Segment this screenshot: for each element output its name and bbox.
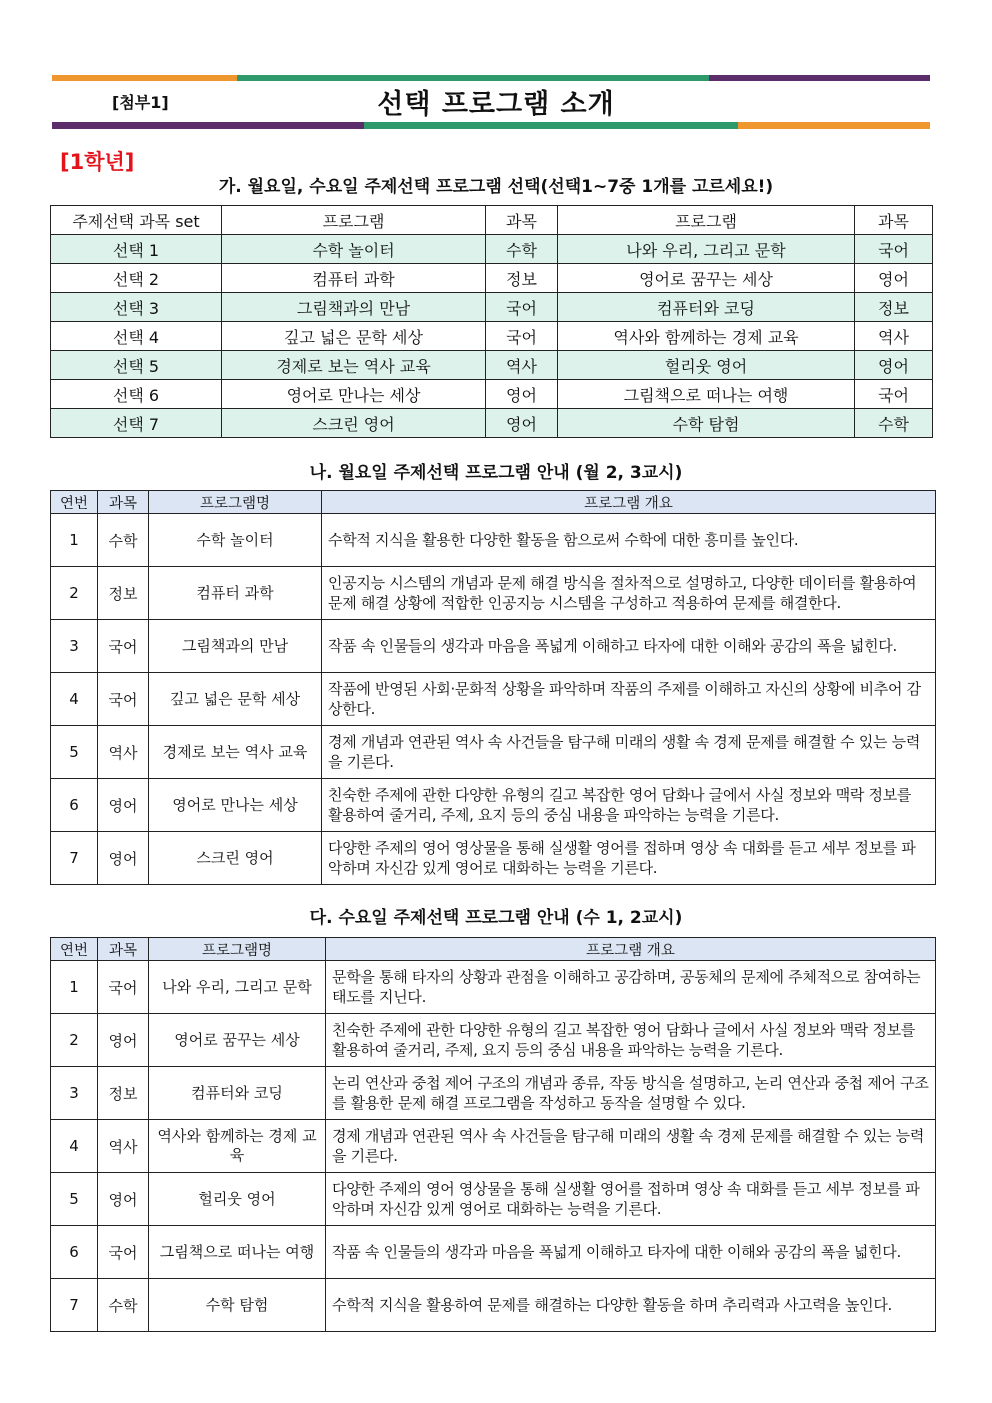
table-cell: 2 <box>51 1014 98 1067</box>
table-cell: 6 <box>51 779 98 832</box>
table-cell: 6 <box>51 1226 98 1279</box>
table-cell: 깊고 넓은 문학 세상 <box>222 322 486 351</box>
table-row <box>51 351 933 380</box>
table-cell: 그림책과의 만남 <box>149 620 322 673</box>
col-header-3: 프로그램 <box>558 206 855 235</box>
table-cell: 수학 <box>486 235 558 264</box>
table-cell: 선택 4 <box>51 322 222 351</box>
section-c-title: 다. 수요일 주제선택 프로그램 안내 (수 1, 2교시) <box>309 908 683 928</box>
table-cell: 7 <box>51 1279 98 1332</box>
col-header-2: 프로그램명 <box>149 491 322 514</box>
table-row <box>51 1279 936 1332</box>
header-top-bar-purple <box>709 75 930 81</box>
table-row <box>51 620 936 673</box>
table-cell: 수학 <box>855 409 933 438</box>
table-cell: 3 <box>51 1067 98 1120</box>
table-cell: 국어 <box>98 1226 149 1279</box>
table-row <box>51 726 936 779</box>
table-cell: 수학 탐험 <box>149 1279 326 1332</box>
table-cell: 영어로 만나는 세상 <box>149 779 322 832</box>
table-cell: 컴퓨터와 코딩 <box>558 293 855 322</box>
table-cell: 역사 <box>98 1120 149 1173</box>
table-cell: 1 <box>51 514 98 567</box>
table-cell: 나와 우리, 그리고 문학 <box>149 961 326 1014</box>
table-cell: 국어 <box>98 961 149 1014</box>
table-row <box>51 1014 936 1067</box>
table-cell: 경제로 보는 역사 교육 <box>149 726 322 779</box>
header-top-bar-green <box>237 75 709 81</box>
col-header-0: 연번 <box>51 491 98 514</box>
col-header-3: 프로그램 개요 <box>326 938 936 961</box>
col-header-1: 과목 <box>98 938 149 961</box>
table-cell: 스크린 영어 <box>222 409 486 438</box>
table-cell: 선택 5 <box>51 351 222 380</box>
table-cell: 국어 <box>98 673 149 726</box>
table-cell: 논리 연산과 중첩 제어 구조의 개념과 종류, 작동 방식을 설명하고, 논리 연산과 중첩 제어 구조를 활용한 문제 해결 프로그램을 작성하고 동작을 설명할 수 있다. <box>326 1067 936 1120</box>
table-cell: 그림책으로 떠나는 여행 <box>558 380 855 409</box>
col-header-4: 과목 <box>855 206 933 235</box>
table-cell: 인공지능 시스템의 개념과 문제 해결 방식을 절차적으로 설명하고, 다양한 데이터를 활용하여 문제 해결 상황에 적합한 인공지능 시스템을 구성하고 적용하여 문제를 해결한다. <box>322 567 936 620</box>
table-cell: 역사 <box>855 322 933 351</box>
table-cell: 국어 <box>855 380 933 409</box>
table-cell: 작품 속 인물들의 생각과 마음을 폭넓게 이해하고 타자에 대한 이해와 공감의 폭을 넓힌다. <box>326 1226 936 1279</box>
table-row <box>51 409 933 438</box>
table-cell: 영어 <box>98 1173 149 1226</box>
table-cell: 수학 놀이터 <box>222 235 486 264</box>
table-cell: 영어로 꿈꾸는 세상 <box>149 1014 326 1067</box>
table-row <box>51 1226 936 1279</box>
col-header-1: 프로그램 <box>222 206 486 235</box>
table-cell: 다양한 주제의 영어 영상물을 통해 실생활 영어를 접하며 영상 속 대화를 듣고 세부 정보를 파악하며 자신감 있게 영어로 대화하는 능력을 기른다. <box>322 832 936 885</box>
table-cell: 그림책으로 떠나는 여행 <box>149 1226 326 1279</box>
table-cell: 컴퓨터 과학 <box>222 264 486 293</box>
table-row <box>51 264 933 293</box>
table-cell: 3 <box>51 620 98 673</box>
table-cell: 영어 <box>98 1014 149 1067</box>
selection-set-table <box>50 205 933 438</box>
table-cell: 컴퓨터 과학 <box>149 567 322 620</box>
table-cell: 수학 놀이터 <box>149 514 322 567</box>
section-a-title: 가. 월요일, 수요일 주제선택 프로그램 선택(선택1~7중 1개를 고르세요!) <box>218 177 774 197</box>
table-row <box>51 235 933 264</box>
table-cell: 스크린 영어 <box>149 832 322 885</box>
table-row <box>51 322 933 351</box>
table-row <box>51 380 933 409</box>
table-cell: 다양한 주제의 영어 영상물을 통해 실생활 영어를 접하며 영상 속 대화를 듣고 세부 정보를 파악하며 자신감 있게 영어로 대화하는 능력을 기른다. <box>326 1173 936 1226</box>
table-cell: 선택 6 <box>51 380 222 409</box>
table-cell: 영어로 꿈꾸는 세상 <box>558 264 855 293</box>
table-cell: 국어 <box>486 293 558 322</box>
table-header-row <box>51 938 936 961</box>
table-cell: 7 <box>51 832 98 885</box>
table-cell: 5 <box>51 726 98 779</box>
col-header-3: 프로그램 개요 <box>322 491 936 514</box>
table-row <box>51 961 936 1014</box>
wednesday-program-table <box>50 937 936 1332</box>
table-row <box>51 567 936 620</box>
table-cell: 영어 <box>486 380 558 409</box>
table-cell: 수학 <box>98 514 149 567</box>
table-cell: 수학적 지식을 활용한 다양한 활동을 함으로써 수학에 대한 흥미를 높인다. <box>322 514 936 567</box>
table-row <box>51 1173 936 1226</box>
table-header-row <box>51 206 933 235</box>
header-bottom-bar-green <box>364 122 738 129</box>
table-cell: 작품에 반영된 사회·문화적 상황을 파악하며 작품의 주제를 이해하고 자신의 상황에 비추어 감상한다. <box>322 673 936 726</box>
table-cell: 헐리웃 영어 <box>558 351 855 380</box>
grade-label: [1학년] <box>60 150 135 174</box>
table-cell: 정보 <box>98 567 149 620</box>
table-cell: 국어 <box>98 620 149 673</box>
table-cell: 컴퓨터와 코딩 <box>149 1067 326 1120</box>
table-cell: 4 <box>51 673 98 726</box>
col-header-1: 과목 <box>98 491 149 514</box>
table-cell: 친숙한 주제에 관한 다양한 유형의 길고 복잡한 영어 담화나 글에서 사실 정보와 맥락 정보를 활용하여 줄거리, 주제, 요지 등의 중심 내용을 파악하는 능력을 기른다. <box>326 1014 936 1067</box>
col-header-0: 주제선택 과목 set <box>51 206 222 235</box>
table-cell: 정보 <box>855 293 933 322</box>
table-header-row <box>51 491 936 514</box>
table-row <box>51 779 936 832</box>
table-cell: 영어 <box>855 264 933 293</box>
table-cell: 그림책과의 만남 <box>222 293 486 322</box>
table-cell: 국어 <box>855 235 933 264</box>
header-top-bar-orange <box>52 75 237 81</box>
attachment-tag: [첨부1] <box>112 93 169 112</box>
table-row <box>51 293 933 322</box>
header-bottom-bar-purple <box>52 122 364 129</box>
col-header-2: 과목 <box>486 206 558 235</box>
col-header-2: 프로그램명 <box>149 938 326 961</box>
table-row <box>51 673 936 726</box>
table-cell: 선택 1 <box>51 235 222 264</box>
table-cell: 수학 탐험 <box>558 409 855 438</box>
table-row <box>51 1067 936 1120</box>
table-cell: 수학 <box>98 1279 149 1332</box>
table-cell: 영어 <box>98 832 149 885</box>
table-cell: 2 <box>51 567 98 620</box>
table-cell: 나와 우리, 그리고 문학 <box>558 235 855 264</box>
table-cell: 역사와 함께하는 경제 교육 <box>558 322 855 351</box>
table-cell: 국어 <box>486 322 558 351</box>
table-row <box>51 832 936 885</box>
table-cell: 영어 <box>855 351 933 380</box>
table-cell: 정보 <box>486 264 558 293</box>
section-b-title: 나. 월요일 주제선택 프로그램 안내 (월 2, 3교시) <box>309 463 683 483</box>
page-title: 선택 프로그램 소개 <box>377 89 615 120</box>
table-cell: 5 <box>51 1173 98 1226</box>
table-cell: 역사 <box>98 726 149 779</box>
table-cell: 선택 2 <box>51 264 222 293</box>
table-cell: 경제로 보는 역사 교육 <box>222 351 486 380</box>
table-cell: 작품 속 인물들의 생각과 마음을 폭넓게 이해하고 타자에 대한 이해와 공감의 폭을 넓힌다. <box>322 620 936 673</box>
table-row <box>51 514 936 567</box>
table-cell: 4 <box>51 1120 98 1173</box>
table-cell: 영어로 만나는 세상 <box>222 380 486 409</box>
table-cell: 역사 <box>486 351 558 380</box>
table-cell: 경제 개념과 연관된 역사 속 사건들을 탐구해 미래의 생활 속 경제 문제를 해결할 수 있는 능력을 기른다. <box>326 1120 936 1173</box>
table-cell: 1 <box>51 961 98 1014</box>
table-cell: 영어 <box>98 779 149 832</box>
table-cell: 깊고 넓은 문학 세상 <box>149 673 322 726</box>
table-cell: 영어 <box>486 409 558 438</box>
table-cell: 선택 7 <box>51 409 222 438</box>
table-cell: 수학적 지식을 활용하여 문제를 해결하는 다양한 활동을 하며 추리력과 사고력을 높인다. <box>326 1279 936 1332</box>
table-cell: 역사와 함께하는 경제 교육 <box>149 1120 326 1173</box>
table-cell: 친숙한 주제에 관한 다양한 유형의 길고 복잡한 영어 담화나 글에서 사실 정보와 맥락 정보를 활용하여 줄거리, 주제, 요지 등의 중심 내용을 파악하는 능력을 기른다. <box>322 779 936 832</box>
table-row <box>51 1120 936 1173</box>
table-cell: 경제 개념과 연관된 역사 속 사건들을 탐구해 미래의 생활 속 경제 문제를 해결할 수 있는 능력을 기른다. <box>322 726 936 779</box>
table-cell: 헐리웃 영어 <box>149 1173 326 1226</box>
monday-program-table <box>50 490 936 885</box>
table-cell: 정보 <box>98 1067 149 1120</box>
table-cell: 선택 3 <box>51 293 222 322</box>
table-cell: 문학을 통해 타자의 상황과 관점을 이해하고 공감하며, 공동체의 문제에 주체적으로 참여하는 태도를 지닌다. <box>326 961 936 1014</box>
header-bottom-bar-orange <box>738 122 930 129</box>
col-header-0: 연번 <box>51 938 98 961</box>
